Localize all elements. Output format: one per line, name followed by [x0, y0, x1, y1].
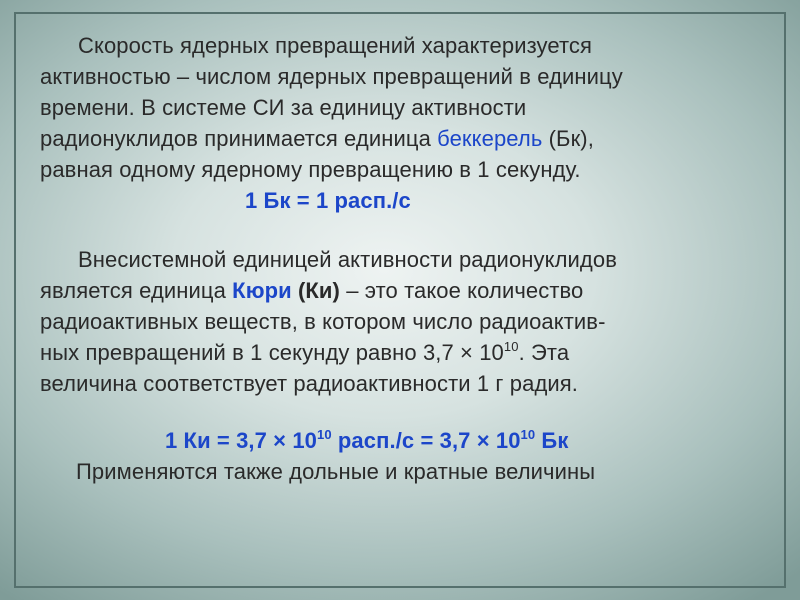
p1-line-3: времени. В системе СИ за единицу активности [40, 95, 527, 120]
becquerel-term: беккерель [437, 126, 543, 151]
p2-line-3: радиоактивных веществ, в котором число радиоактив- [40, 309, 606, 334]
p2-line-5: величина соответствует радиоактивности 1 г радия. [40, 371, 578, 396]
formula-curie-part-3: Бк [535, 428, 569, 453]
curie-term: Кюри [232, 278, 292, 303]
slide-content [40, 30, 780, 487]
p2-line-4-post: . Эта [518, 340, 570, 365]
formula-curie [40, 425, 780, 456]
p2-line-2-post: – это такое количество [339, 278, 584, 303]
formula-curie-exp-1: 10 [317, 427, 332, 442]
p1-line-4 [40, 123, 780, 154]
p1-line-2: активностью – числом ядерных превращений в единицу [40, 64, 623, 89]
formula-curie-exp-2: 10 [520, 427, 536, 442]
p1-line-4-pre: радионуклидов принимается единица [40, 126, 438, 151]
p2-line-4 [40, 337, 780, 368]
p1-line-5: равная одному ядерному превращению в 1 секунду. [40, 157, 581, 182]
p2-line-2 [40, 275, 780, 306]
p2-line-2-pre: является единица [40, 278, 233, 303]
formula-curie-part-2: расп./с = 3,7 × 10 [331, 428, 521, 453]
p2-line-1: Внесистемной единицей активности радионуклидов [78, 247, 617, 272]
p2-line-4-pre: ных превращений в 1 секунду равно 3,7 × 10 [40, 340, 504, 365]
curie-abbr: (Ки) [291, 278, 340, 303]
p2-line-4-exponent: 10 [503, 339, 519, 354]
formula-becquerel: 1 Бк = 1 расп./с [245, 188, 411, 213]
p1-line-1: Скорость ядерных превращений характеризуется [78, 33, 593, 58]
formula-curie-part-1: 1 Ки = 3,7 × 10 [165, 428, 317, 453]
p1-line-4-post: (Бк), [542, 126, 594, 151]
closing-line: Применяются также дольные и кратные величины [76, 459, 596, 484]
